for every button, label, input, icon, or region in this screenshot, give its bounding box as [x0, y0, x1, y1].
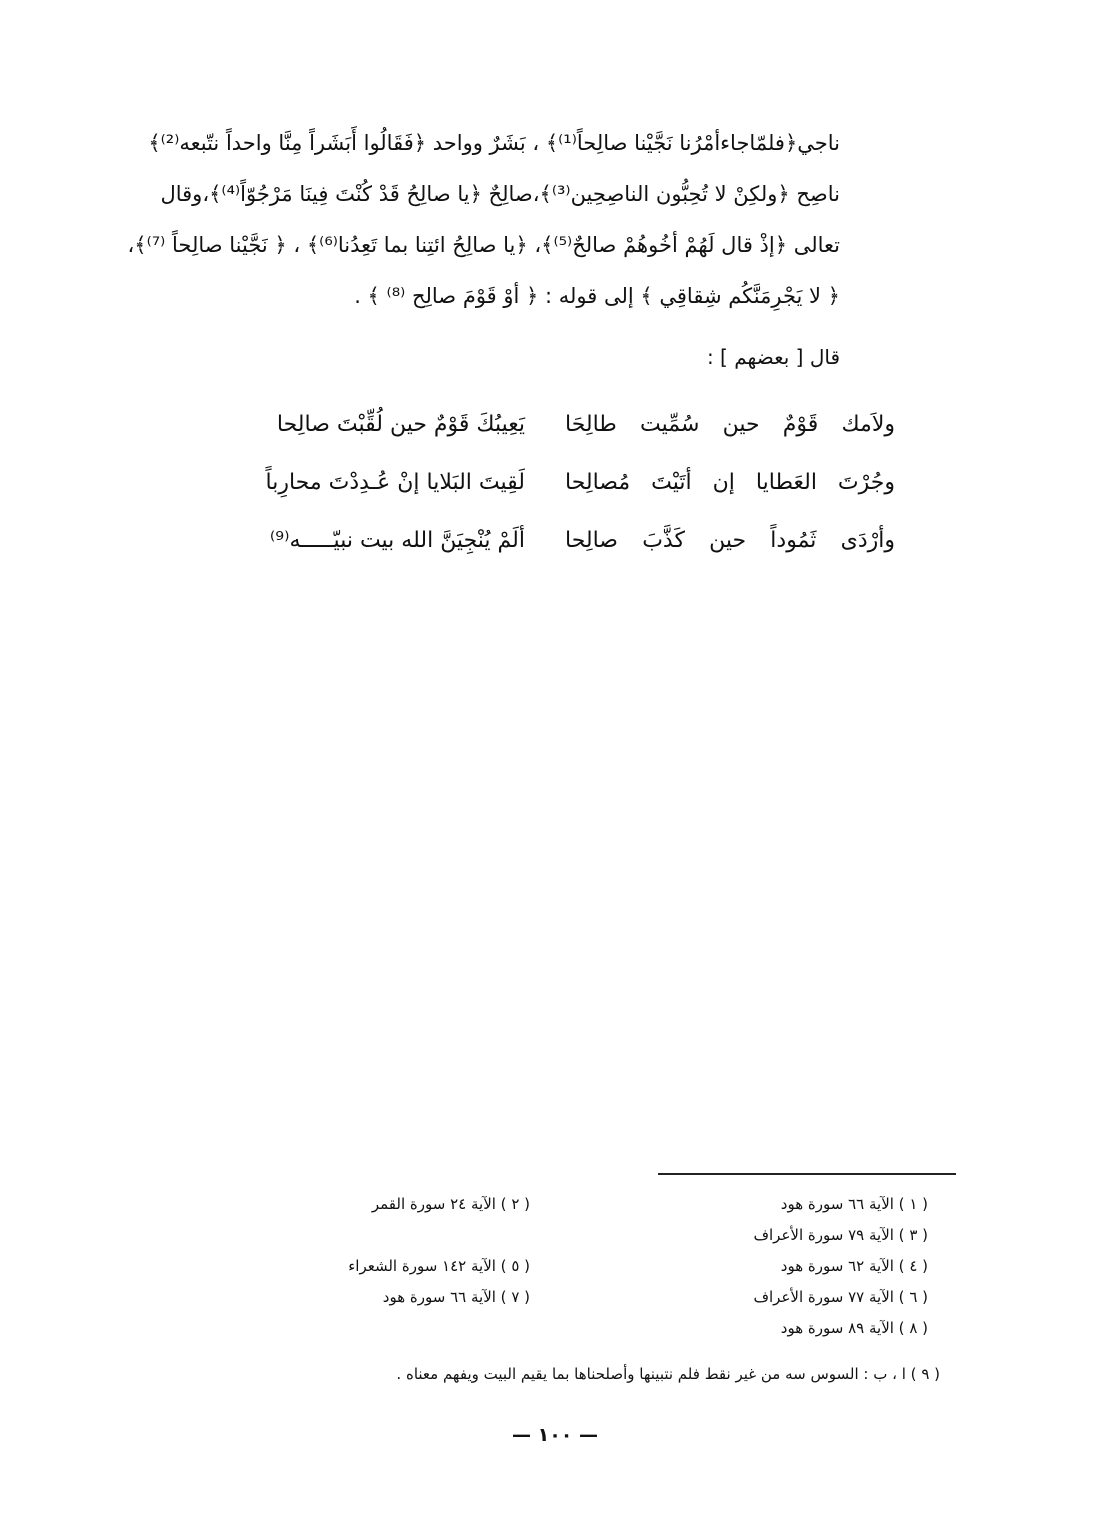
footnote-row [300, 1257, 940, 1288]
poem-verse [195, 395, 895, 453]
verse-first-hemistich: ألَمْ يُنْجِيَنَّ الله بيت نبيّـــــه⁽⁹⁾ [269, 527, 525, 553]
verse-second-hemistich: وجُرْتَ العَطايا إن أتَيْتَ مُصالِحا [565, 469, 895, 495]
body-line: تعالى ﴿إذْ قال لَهُمْ أخُوهُمْ صالحٌ⁽⁵⁾﴾، ﴿يا صالِحُ ائتِنا بما تَعِدُنا⁽⁶⁾﴾ ، ﴿ نَجَّيْنا صالِحاً ⁽⁷⁾﴾، [127, 233, 840, 257]
footnote-row [300, 1195, 940, 1226]
footnote: ( ١ ) الآية ٦٦ سورة هود [780, 1195, 928, 1213]
page-number: — ١٠٠ — [511, 1424, 599, 1446]
footnote: ( ٢ ) الآية ٢٤ سورة القمر [371, 1195, 530, 1213]
footnote: ( ٥ ) الآية ١٤٢ سورة الشعراء [348, 1257, 530, 1275]
footnote: ( ٨ ) الآية ٨٩ سورة هود [780, 1319, 928, 1337]
verse-second-hemistich: ولاَمك قَوْمٌ حين سُمِّيت طالِحَا [565, 411, 895, 437]
body-paragraph [127, 118, 840, 322]
poem-verse [195, 453, 895, 511]
poem [195, 395, 895, 569]
footnote-row [300, 1319, 940, 1350]
verse-second-hemistich: وأرْدَى ثَمُوداً حين كَذَّبَ صالِحا [565, 527, 895, 553]
footnote-row [300, 1288, 940, 1319]
body-line: ناصِح ﴿ولكِنْ لا تُحِبُّون الناصِحِين⁽³⁾﴾،صالِحٌ ﴿يا صالِحُ قَدْ كُنْتَ فِينَا مَرْجُوّاً⁽⁴⁾﴾،وقال [160, 182, 840, 206]
body-line: ناجي﴿فلمّاجاءأمْرُنا نَجَّيْنا صالِحاً⁽¹⁾﴾ ، بَشَرٌ وواحد ﴿فَقَالُوا أَبَشَراً مِنَّا واحداً نتّبعه⁽²⁾﴾ [148, 131, 840, 155]
footnote: ( ٧ ) الآية ٦٦ سورة هود [382, 1288, 530, 1306]
footnotes [300, 1195, 940, 1350]
verse-first-hemistich: يَعِيبُكَ قَوْمٌ حين لُقِّبْتَ صالِحا [276, 411, 525, 437]
footnote-divider [658, 1173, 956, 1175]
footnote: ( ٦ ) الآية ٧٧ سورة الأعراف [753, 1288, 928, 1306]
poem-verse [195, 511, 895, 569]
verse-first-hemistich: لَقِيتَ البَلايا إنْ عُـدِدْتَ محارِباً [265, 469, 525, 495]
body-line: ﴿ لا يَجْرِمَنَّكُم شِقاقِي ﴾ إلى قوله : ﴿ أوْ قَوْمَ صالِح ⁽⁸⁾ ﴾ . [354, 284, 840, 308]
poem-intro: قال [ بعضهم ] : [706, 345, 840, 369]
footnote: ( ٣ ) الآية ٧٩ سورة الأعراف [753, 1226, 928, 1244]
footnote-nine: ( ٩ ) ا ، ب : السوس سه من غير نقط فلم نتبينها وأصلحناها بما يقيم البيت ويفهم معناه . [396, 1365, 940, 1383]
footnote-row [300, 1226, 940, 1257]
footnote: ( ٤ ) الآية ٦٢ سورة هود [780, 1257, 928, 1275]
